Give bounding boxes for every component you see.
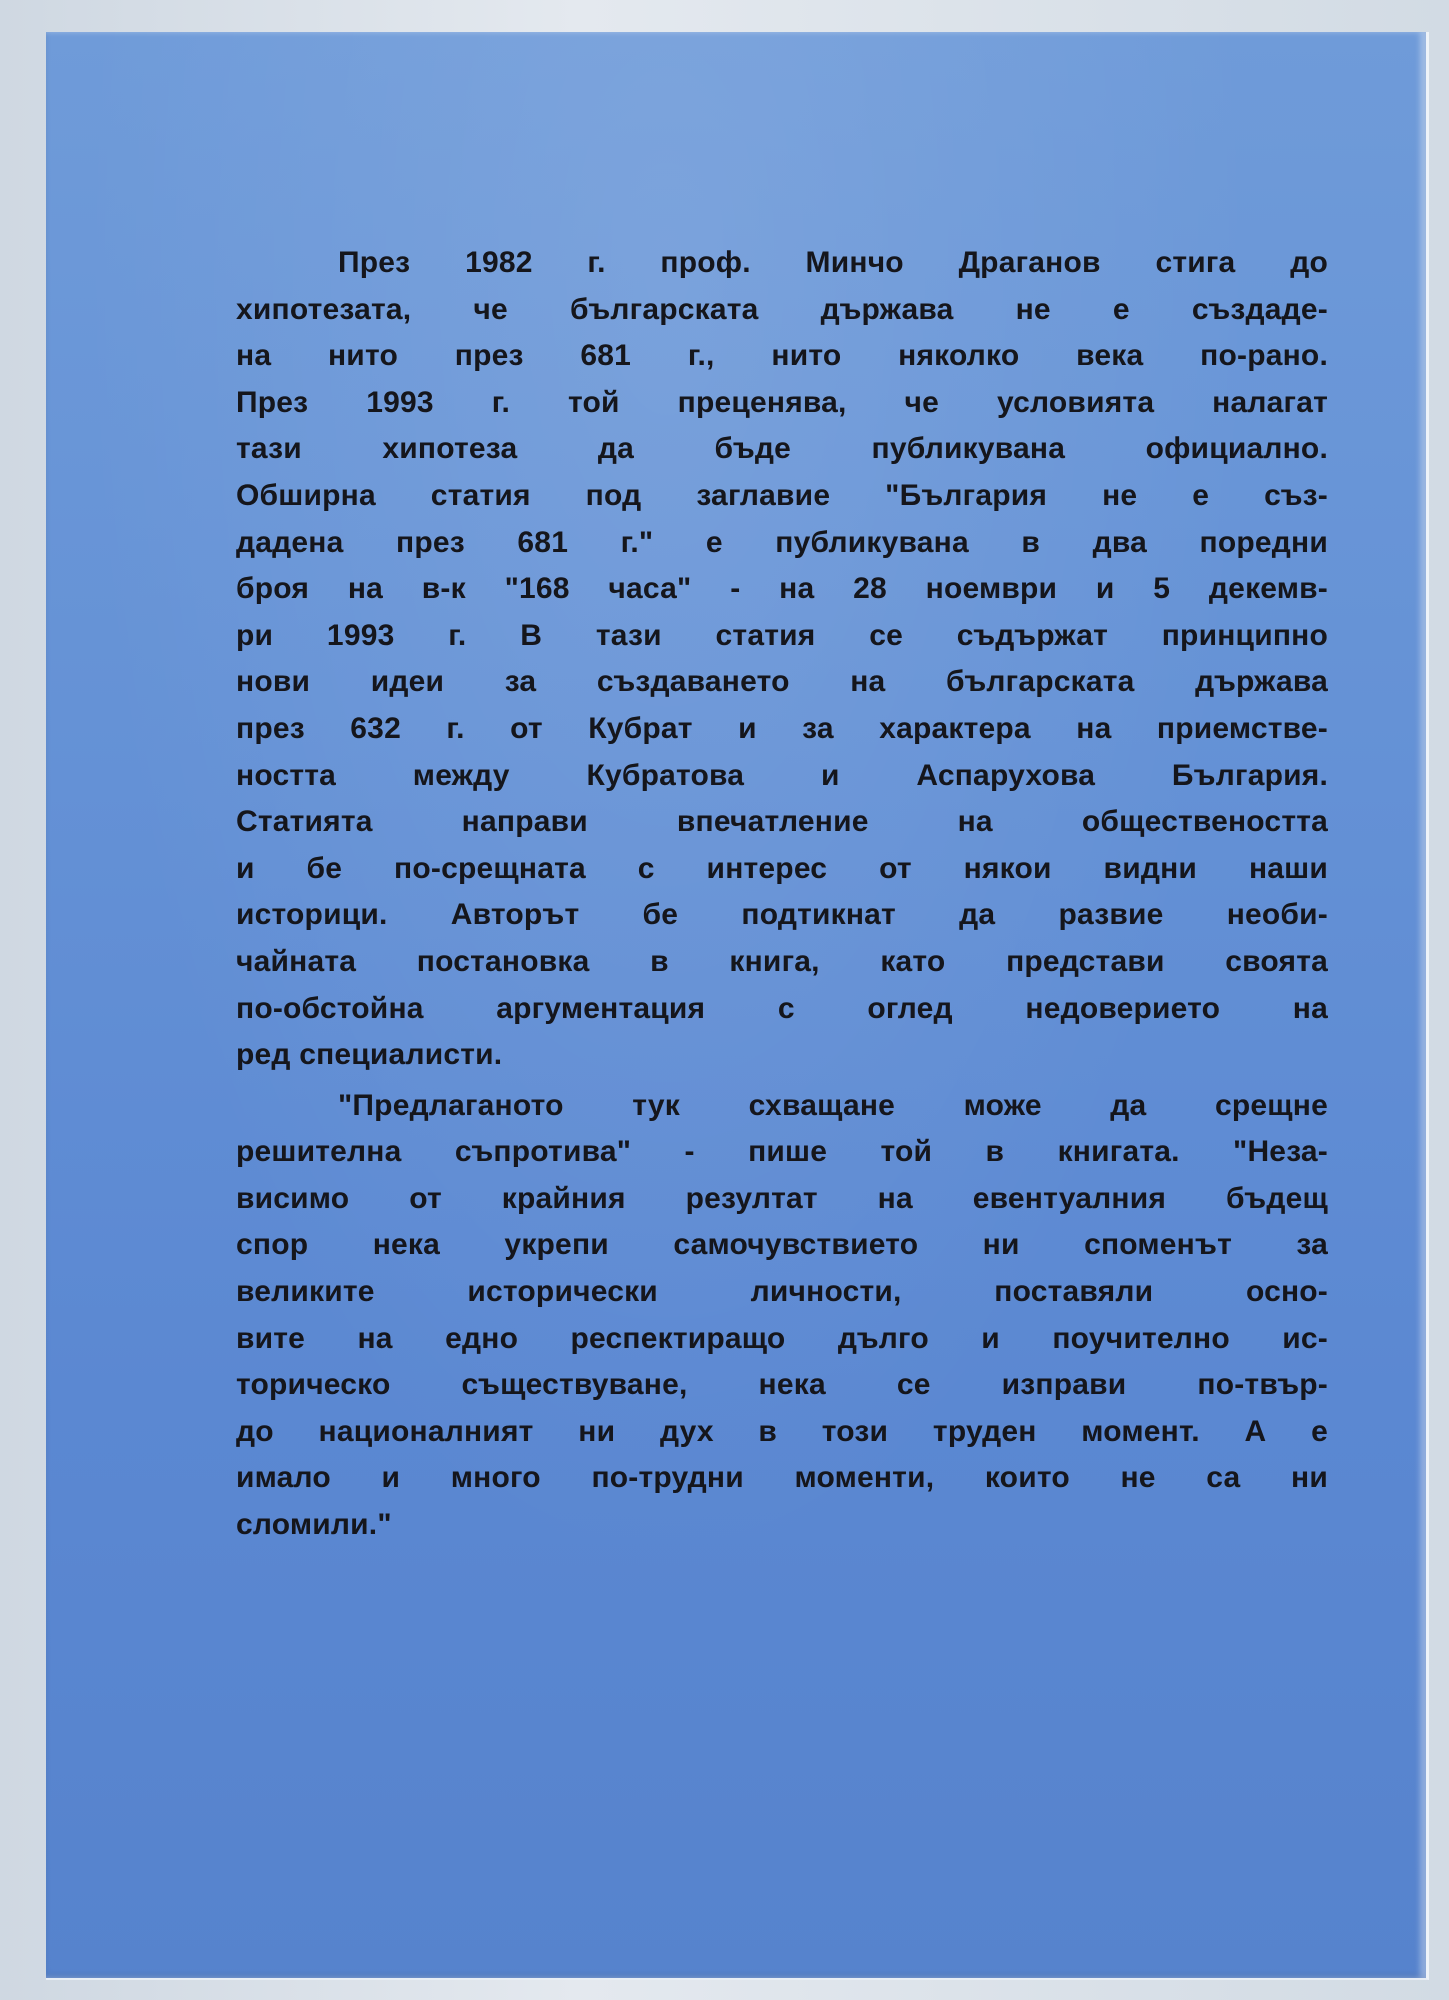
quote-line: сломили." [236,1508,392,1542]
quote-line: решителна съпротива" - пише той в книгата. "Неза- [236,1135,1328,1169]
book-back-cover [46,32,1429,1980]
blurb-text [236,240,1328,1549]
blurb-line: ри 1993 г. В тази статия се съдържат принципно [236,618,1328,652]
blurb-line: чайната постановка в книга, като представи своята [236,944,1328,978]
blurb-line: ността между Кубратова и Аспарухова България. [236,758,1328,792]
blurb-line: Обширна статия под заглавие "България не е съз- [236,478,1328,512]
blurb-line: Статията направи впечатление на обществеността [236,805,1328,839]
blurb-line: историци. Авторът бе подтикнат да развие необи- [236,898,1328,932]
quote-line: "Предлаганото тук схващане може да срещне [338,1088,1328,1122]
blurb-line: по-обстойна аргументация с оглед недоверието на [236,991,1328,1025]
blurb-line: През 1982 г. проф. Минчо Драганов стига до [338,246,1328,279]
blurb-line: ред специалисти. [236,1038,503,1072]
blurb-line: нови идеи за създаването на българската държава [236,665,1328,699]
quote-line: имало и много по-трудни моменти, които не са ни [236,1461,1328,1495]
blurb-line: и бе по-срещната с интерес от някои видни наши [236,851,1328,885]
quote-line: вите на едно респектиращо дълго и поучително ис- [236,1321,1328,1355]
blurb-line: дадена през 681 г." е публикувана в два поредни [236,525,1328,559]
blurb-line: на нито през 681 г., нито няколко века по-рано. [236,339,1328,373]
quote-line: великите исторически личности, поставяли осно- [236,1275,1328,1309]
blurb-line: През 1993 г. той преценява, че условията налагат [236,385,1328,419]
quote-line: висимо от крайния резултат на евентуалния бъдещ [236,1181,1328,1215]
blurb-line: през 632 г. от Кубрат и за характера на приемстве- [236,711,1328,745]
blurb-line: броя на в-к "168 часа" - на 28 ноември и 5 декемв- [236,572,1328,606]
blurb-line: тази хипотеза да бъде публикувана официално. [236,432,1328,466]
quote-line: до националният ни дух в този труден момент. А е [236,1414,1328,1448]
quote-line: торическо съществуване, нека се изправи по-твър- [236,1368,1328,1402]
quote-line: спор нека укрепи самочувствието ни споменът за [236,1228,1328,1262]
blurb-line: хипотезата, че българската държава не е създаде- [236,292,1328,326]
